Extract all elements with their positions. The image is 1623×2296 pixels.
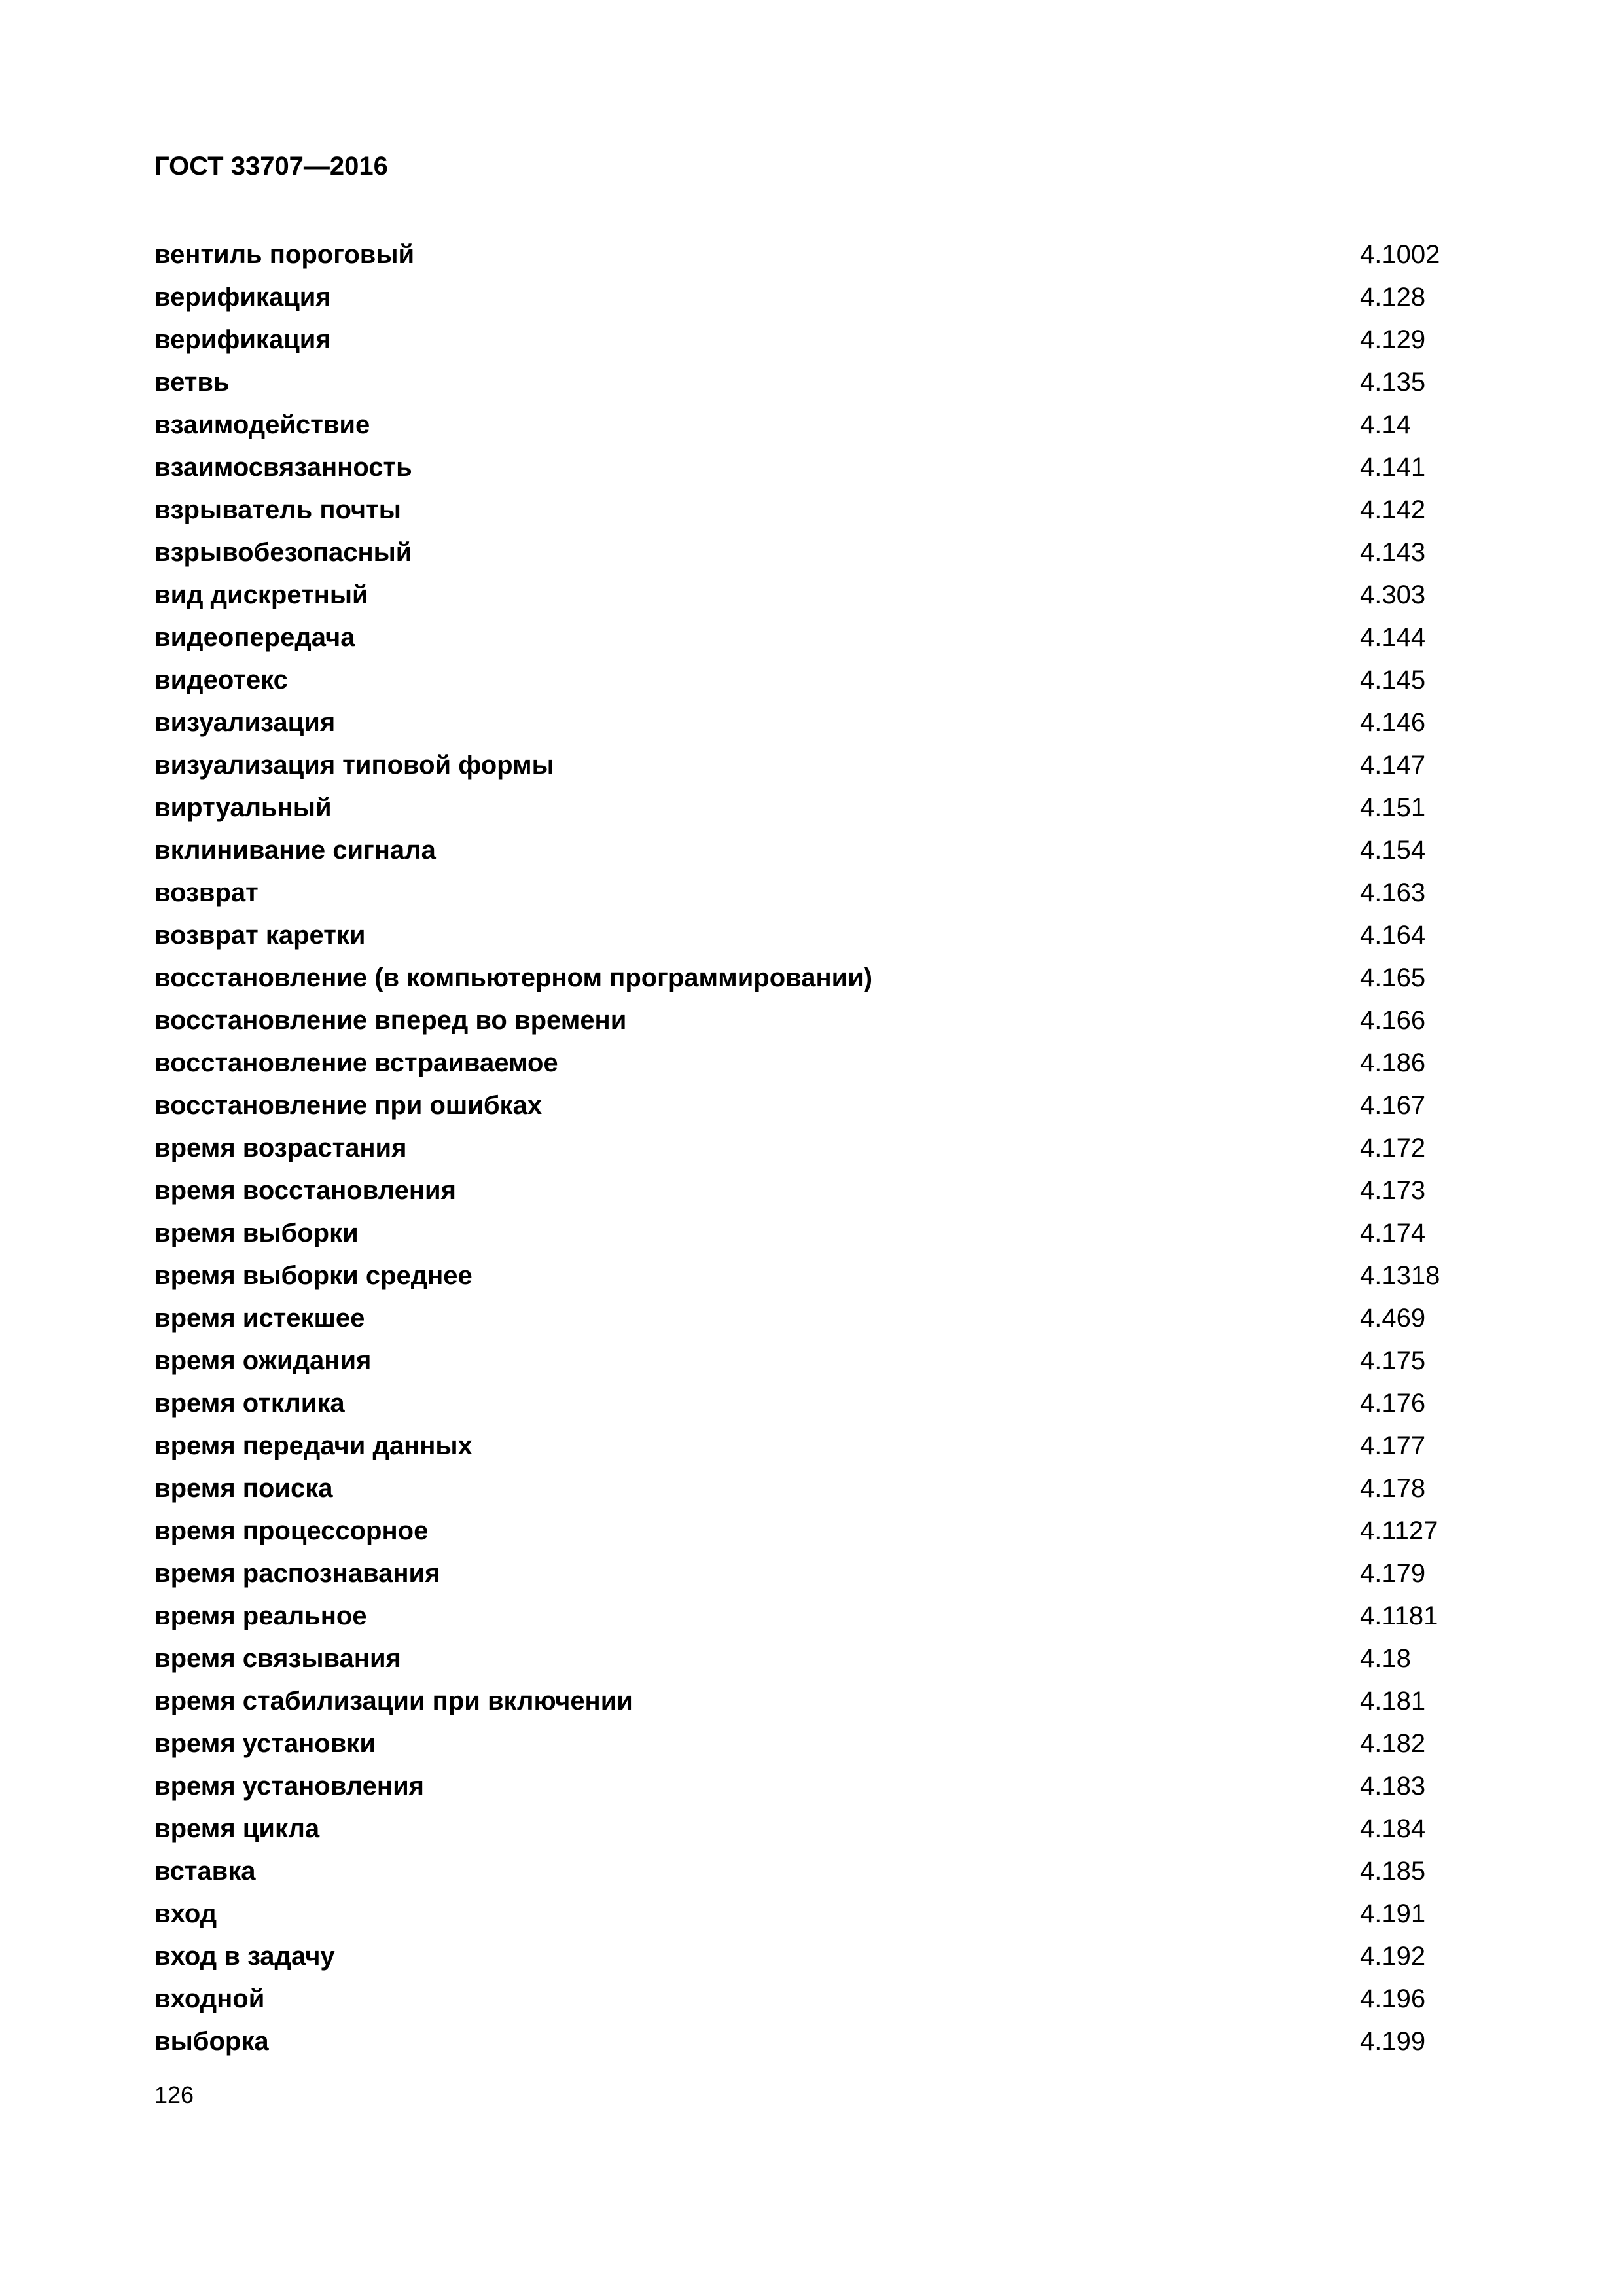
index-entry xyxy=(154,446,1463,489)
index-term: время истекшее xyxy=(154,1304,365,1333)
index-entry xyxy=(154,531,1463,574)
index-reference-number: 4.186 xyxy=(1360,1049,1426,1077)
index-term: верификация xyxy=(154,325,331,354)
index-entry xyxy=(154,659,1463,702)
index-reference-number: 4.163 xyxy=(1360,878,1426,907)
index-term: восстановление (в компьютерном программировании) xyxy=(154,963,873,992)
index-reference-number: 4.167 xyxy=(1360,1091,1426,1120)
index-term: время установления xyxy=(154,1772,424,1801)
index-reference-number: 4.184 xyxy=(1360,1814,1426,1843)
index-term: взрывобезопасный xyxy=(154,538,412,567)
index-entry xyxy=(154,489,1463,531)
index-reference-number: 4.164 xyxy=(1360,921,1426,950)
index-entry xyxy=(154,1467,1463,1510)
index-term: возврат xyxy=(154,878,259,907)
index-reference-number: 4.196 xyxy=(1360,1984,1426,2013)
index-term: визуализация xyxy=(154,708,336,737)
index-reference-number: 4.191 xyxy=(1360,1899,1426,1928)
index-term: видеотекс xyxy=(154,666,288,694)
index-reference-number: 4.1318 xyxy=(1360,1261,1440,1290)
index-term: вентиль пороговый xyxy=(154,240,415,269)
index-term: вклинивание сигнала xyxy=(154,836,436,865)
index-reference-number: 4.135 xyxy=(1360,368,1426,397)
index-entry xyxy=(154,1340,1463,1382)
index-reference-number: 4.141 xyxy=(1360,453,1426,482)
index-term: время реальное xyxy=(154,1602,367,1630)
index-term: время выборки среднее xyxy=(154,1261,473,1290)
index-term: взрыватель почты xyxy=(154,495,401,524)
index-reference-number: 4.185 xyxy=(1360,1857,1426,1886)
index-term: вставка xyxy=(154,1857,256,1886)
index-reference-number: 4.147 xyxy=(1360,751,1426,780)
index-entry xyxy=(154,1085,1463,1127)
index-reference-number: 4.143 xyxy=(1360,538,1426,567)
index-entry xyxy=(154,1893,1463,1935)
index-term: время связывания xyxy=(154,1644,401,1673)
index-entry xyxy=(154,1042,1463,1085)
index-reference-number: 4.129 xyxy=(1360,325,1426,354)
index-term: время поиска xyxy=(154,1474,333,1503)
index-term: время возрастания xyxy=(154,1134,407,1162)
index-reference-number: 4.199 xyxy=(1360,2027,1426,2056)
index-reference-number: 4.154 xyxy=(1360,836,1426,865)
index-entry xyxy=(154,1595,1463,1638)
index-reference-number: 4.192 xyxy=(1360,1942,1426,1971)
index-term: время выборки xyxy=(154,1219,359,1247)
index-reference-number: 4.303 xyxy=(1360,581,1426,609)
index-entry xyxy=(154,1978,1463,2020)
index-entry xyxy=(154,319,1463,361)
index-entry xyxy=(154,1510,1463,1552)
index-entry xyxy=(154,404,1463,446)
index-entry xyxy=(154,1212,1463,1255)
index-term: верификация xyxy=(154,283,331,312)
index-term: вид дискретный xyxy=(154,581,368,609)
index-entry xyxy=(154,957,1463,999)
index-term: время установки xyxy=(154,1729,376,1758)
index-entry xyxy=(154,702,1463,744)
index-term: восстановление вперед во времени xyxy=(154,1006,627,1035)
index-reference-number: 4.181 xyxy=(1360,1687,1426,1715)
index-entry xyxy=(154,361,1463,404)
index-reference-number: 4.151 xyxy=(1360,793,1426,822)
index-term: возврат каретки xyxy=(154,921,366,950)
index-entry xyxy=(154,1552,1463,1595)
index-reference-number: 4.145 xyxy=(1360,666,1426,694)
index-term: время стабилизации при включении xyxy=(154,1687,633,1715)
index-entry xyxy=(154,1680,1463,1723)
index-term: выборка xyxy=(154,2027,269,2056)
index-reference-number: 4.172 xyxy=(1360,1134,1426,1162)
index-term: входной xyxy=(154,1984,265,2013)
index-entry xyxy=(154,872,1463,914)
document-header: ГОСТ 33707—2016 xyxy=(154,152,388,181)
index-reference-number: 4.142 xyxy=(1360,495,1426,524)
index-entry xyxy=(154,574,1463,617)
index-entry xyxy=(154,617,1463,659)
index-entry xyxy=(154,1808,1463,1850)
index-reference-number: 4.176 xyxy=(1360,1389,1426,1418)
index-entry xyxy=(154,1765,1463,1808)
index-reference-number: 4.18 xyxy=(1360,1644,1411,1673)
index-reference-number: 4.1002 xyxy=(1360,240,1440,269)
page-number: 126 xyxy=(154,2081,194,2108)
index-reference-number: 4.1127 xyxy=(1360,1516,1438,1545)
index-entry xyxy=(154,1638,1463,1680)
index-reference-number: 4.178 xyxy=(1360,1474,1426,1503)
index-reference-number: 4.182 xyxy=(1360,1729,1426,1758)
index-entry xyxy=(154,1850,1463,1893)
index-term: видеопередача xyxy=(154,623,355,652)
index-term: виртуальный xyxy=(154,793,332,822)
index-entry xyxy=(154,1297,1463,1340)
index-reference-number: 4.144 xyxy=(1360,623,1426,652)
index-term: время ожидания xyxy=(154,1346,372,1375)
index-term: визуализация типовой формы xyxy=(154,751,554,780)
index-entry xyxy=(154,2020,1463,2063)
index-term: взаимодействие xyxy=(154,410,370,439)
index-entry xyxy=(154,914,1463,957)
index-reference-number: 4.183 xyxy=(1360,1772,1426,1801)
index-entry xyxy=(154,276,1463,319)
index-reference-number: 4.165 xyxy=(1360,963,1426,992)
index-entry xyxy=(154,1255,1463,1297)
index-term: вход в задачу xyxy=(154,1942,335,1971)
index-term: восстановление встраиваемое xyxy=(154,1049,558,1077)
index-term: время процессорное xyxy=(154,1516,429,1545)
index-reference-number: 4.469 xyxy=(1360,1304,1426,1333)
index-term: время передачи данных xyxy=(154,1431,473,1460)
index-term: взаимосвязанность xyxy=(154,453,412,482)
index-reference-number: 4.146 xyxy=(1360,708,1426,737)
index-entry xyxy=(154,1170,1463,1212)
index-reference-number: 4.166 xyxy=(1360,1006,1426,1035)
index-reference-number: 4.14 xyxy=(1360,410,1411,439)
index-entry xyxy=(154,829,1463,872)
index-entry xyxy=(154,234,1463,276)
index-reference-number: 4.177 xyxy=(1360,1431,1426,1460)
index-term: время восстановления xyxy=(154,1176,456,1205)
index-reference-number: 4.179 xyxy=(1360,1559,1426,1588)
index-reference-number: 4.1181 xyxy=(1360,1602,1438,1630)
index-reference-number: 4.175 xyxy=(1360,1346,1426,1375)
index-reference-number: 4.128 xyxy=(1360,283,1426,312)
term-index-list xyxy=(154,234,1463,2063)
index-entry xyxy=(154,787,1463,829)
index-term: вход xyxy=(154,1899,217,1928)
index-term: восстановление при ошибках xyxy=(154,1091,543,1120)
index-entry xyxy=(154,1127,1463,1170)
index-entry xyxy=(154,744,1463,787)
index-term: время цикла xyxy=(154,1814,320,1843)
index-term: время распознавания xyxy=(154,1559,440,1588)
index-entry xyxy=(154,1935,1463,1978)
index-term: ветвь xyxy=(154,368,230,397)
index-entry xyxy=(154,999,1463,1042)
index-reference-number: 4.174 xyxy=(1360,1219,1426,1247)
index-entry xyxy=(154,1723,1463,1765)
index-reference-number: 4.173 xyxy=(1360,1176,1426,1205)
index-entry xyxy=(154,1382,1463,1425)
index-term: время отклика xyxy=(154,1389,345,1418)
index-entry xyxy=(154,1425,1463,1467)
